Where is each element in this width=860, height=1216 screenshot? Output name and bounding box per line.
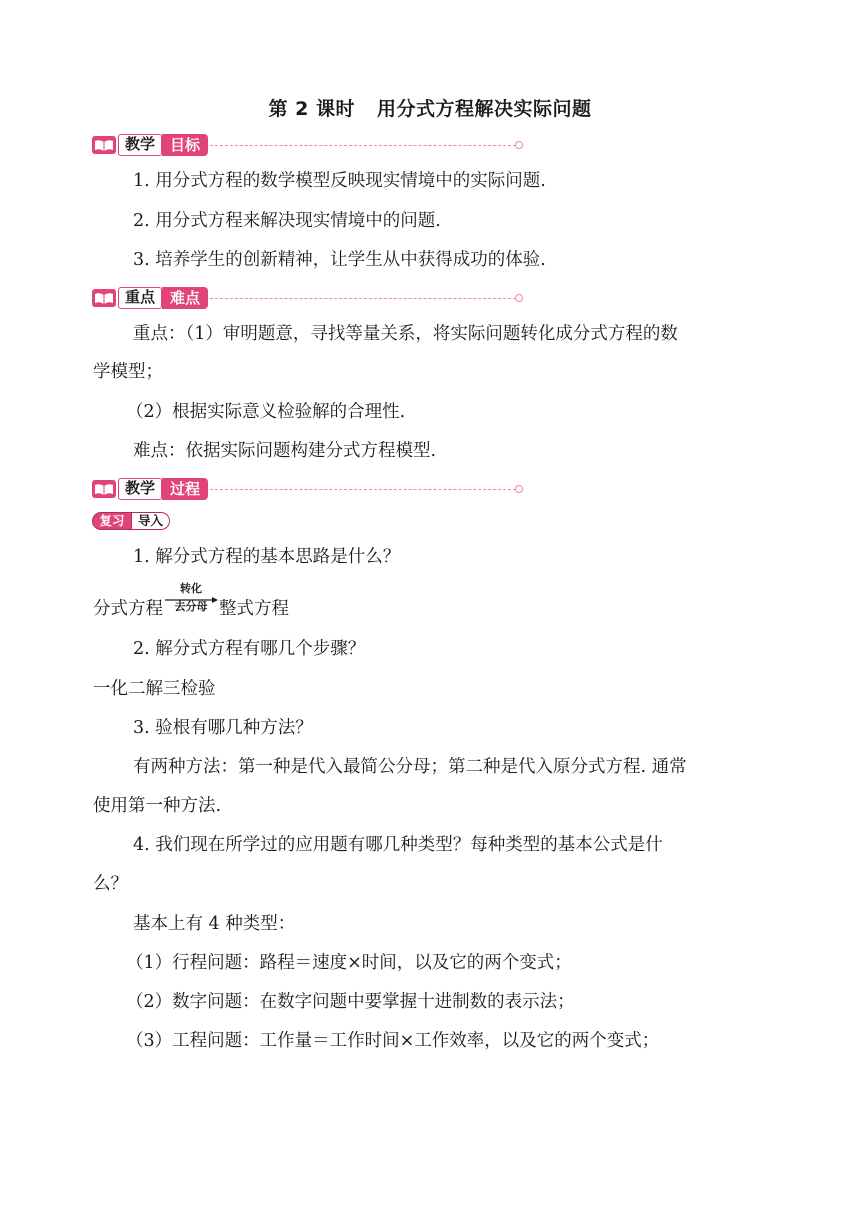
heading-divider <box>210 489 516 490</box>
heading-end-dot <box>515 294 523 302</box>
lesson-number: 第 2 课时 <box>268 98 355 120</box>
subheading-label-b: 导入 <box>132 512 170 530</box>
heading-label-a: 教学 <box>118 134 162 156</box>
book-icon <box>92 480 116 498</box>
review-question: 么？ <box>93 874 128 894</box>
heading-label-b: 过程 <box>162 478 208 500</box>
heading-label-a: 教学 <box>118 478 162 500</box>
key-point-text: 重点：（1）审明题意，寻找等量关系，将实际问题转化成分式方程的数 <box>133 324 678 344</box>
objective-item: 1. 用分式方程的数学模型反映现实情境中的实际问题. <box>133 171 546 191</box>
key-point-text: 学模型； <box>93 362 163 382</box>
review-answer: 基本上有 4 种类型： <box>133 914 296 934</box>
review-answer: 一化二解三检验 <box>93 679 216 699</box>
heading-label-b: 目标 <box>162 134 208 156</box>
objective-item: 3. 培养学生的创新精神，让学生从中获得成功的体验. <box>133 250 546 270</box>
difficulty-text: 难点：依据实际问题构建分式方程模型. <box>133 441 437 461</box>
heading-divider <box>210 145 516 146</box>
answer-left: 分式方程 <box>93 599 163 619</box>
heading-end-dot <box>515 141 523 149</box>
review-question: 1. 解分式方程的基本思路是什么？ <box>133 547 401 567</box>
section-heading-objectives <box>92 134 437 156</box>
arrow-bottom-label: 去分母 <box>174 600 208 613</box>
book-icon <box>92 136 116 154</box>
arrow-top-label: 转化 <box>180 582 202 595</box>
heading-label-b: 难点 <box>162 287 208 309</box>
review-answer: 有两种方法：第一种是代入最简公分母；第二种是代入原分式方程. 通常 <box>133 757 687 777</box>
review-question: 2. 解分式方程有哪几个步骤？ <box>133 639 366 659</box>
type-item: （2）数字问题：在数字问题中要掌握十进制数的表示法； <box>126 992 575 1012</box>
heading-divider <box>210 298 516 299</box>
key-point-text: （2）根据实际意义检验解的合理性. <box>126 402 406 422</box>
subheading-label-a: 复习 <box>92 512 132 530</box>
review-question: 3. 验根有哪几种方法？ <box>133 718 313 738</box>
section-heading-process <box>92 478 437 500</box>
conversion-arrow <box>163 582 219 621</box>
page-title <box>0 94 860 121</box>
review-answer: 使用第一种方法. <box>93 796 222 816</box>
subheading-review <box>92 510 182 532</box>
lesson-topic: 用分式方程解决实际问题 <box>376 98 592 120</box>
answer-right: 整式方程 <box>219 599 289 619</box>
type-item: （1）行程问题：路程＝速度×时间，以及它的两个变式； <box>126 953 572 973</box>
objective-item: 2. 用分式方程来解决现实情境中的问题. <box>133 211 441 231</box>
heading-end-dot <box>515 485 523 493</box>
review-question: 4. 我们现在所学过的应用题有哪几种类型？每种类型的基本公式是什 <box>133 835 663 855</box>
review-answer <box>93 582 289 621</box>
type-item: （3）工程问题：工作量＝工作时间×工作效率，以及它的两个变式； <box>126 1031 660 1051</box>
section-heading-key-points <box>92 287 437 309</box>
book-icon <box>92 289 116 307</box>
heading-label-a: 重点 <box>118 287 162 309</box>
